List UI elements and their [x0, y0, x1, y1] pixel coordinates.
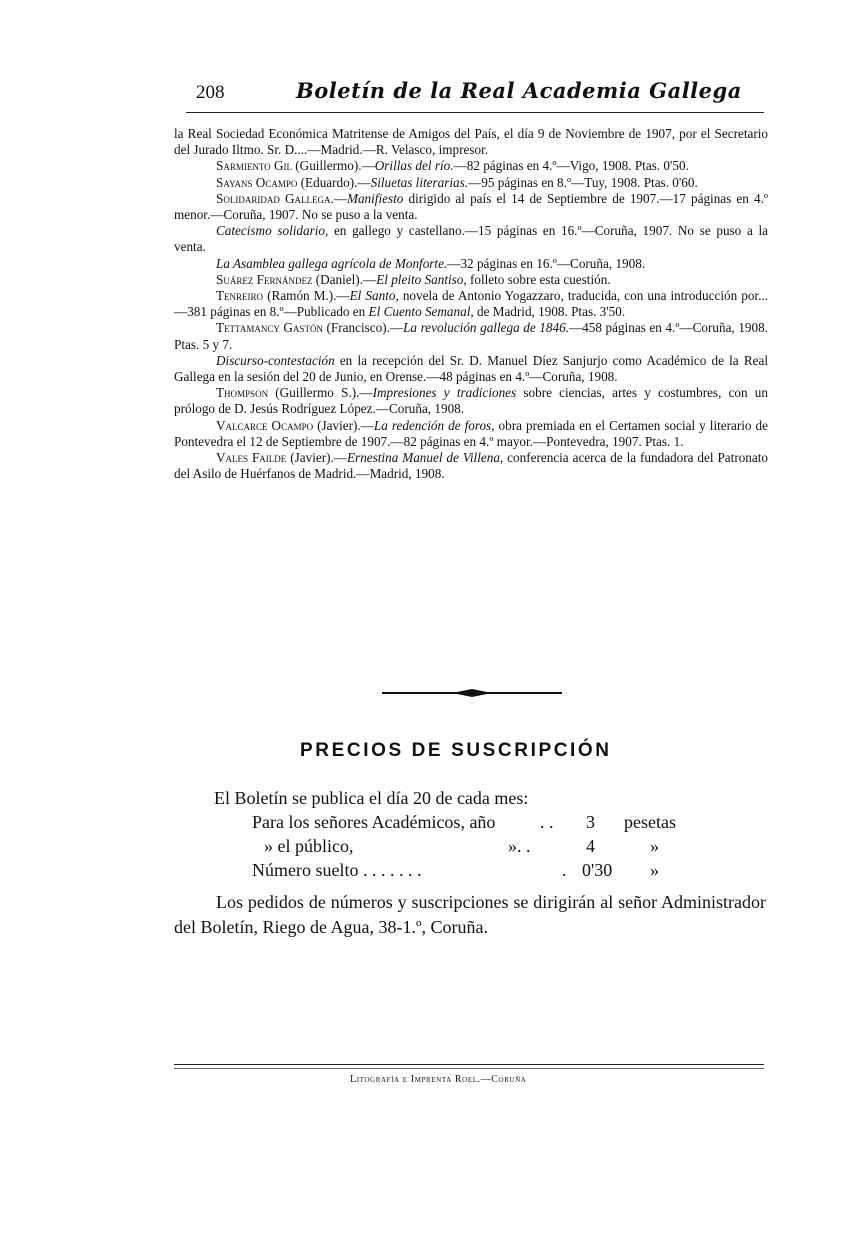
entry-title: Siluetas literarias. — [370, 174, 469, 190]
price-amount: 3 — [586, 812, 595, 832]
entry-details: en la recepción del Sr. D. Manuel Díez Sanjurjo como Académico de la Real Gallega en la sesión del 20 de Junio, en Orense.—48 páginas en 4.º—Coruña, 1908. — [174, 352, 768, 385]
entry-title: La redención de foros, — [373, 417, 495, 433]
price-unit: » — [650, 860, 659, 880]
footer-rule — [174, 1064, 764, 1065]
price-dots: . — [562, 860, 567, 880]
entry-author: Sarmiento Gil — [216, 158, 292, 174]
subscription-closing: Los pedidos de números y suscripciones se dirigirán al señor Administrador del Boletín, Riego de Agua, 38-1.º, Coruña. — [174, 892, 766, 937]
entry-details: de Madrid, 1908. Ptas. 3'50. — [473, 304, 626, 320]
footer-rule-secondary — [174, 1068, 764, 1069]
entry-text: la Real Sociedad Económica Matritense de Amigos del País, el día 9 de Noviembre de 1907, por el Secretario del Jurado Iltmo. Sr. D....—Madrid.—R. Velasco, impresor. — [174, 126, 768, 158]
entry-title: La Asamblea gallega agrícola de Monforte. — [216, 255, 448, 271]
bibliography-entry — [174, 126, 768, 158]
price-unit: pesetas — [624, 812, 676, 832]
printer-imprint: Litografía e Imprenta Roel.—Coruña — [350, 1074, 527, 1085]
entry-details: folleto sobre esta cuestión. — [466, 271, 611, 287]
running-title: Boletín de la Real Academia Gallega — [296, 78, 742, 103]
entry-author-detail: (Daniel).— — [312, 271, 377, 287]
price-amount: 0'30 — [582, 860, 613, 880]
entry-details: conferencia acerca de la fundadora del Patronato del Asilo de Huérfanos de Madrid.—Madrid, 1908. — [174, 450, 769, 482]
entry-title: Discurso-contestación — [216, 352, 335, 368]
entry-title: La revolución gallega de 1846. — [403, 320, 569, 336]
price-unit: » — [650, 836, 659, 856]
bibliography-entry — [174, 191, 768, 223]
entry-author-detail: (Javier).— — [286, 450, 347, 466]
entry-title: El Santo, — [349, 288, 399, 304]
entry-author-detail: (Javier).— — [313, 417, 374, 433]
subscription-intro: El Boletín se publica el día 20 de cada mes: — [214, 788, 529, 808]
page-header — [186, 78, 764, 112]
entry-publication: El Cuento Semanal, — [368, 304, 474, 320]
price-row — [252, 834, 702, 858]
entry-title: Manifiesto — [346, 190, 404, 206]
entry-details: —32 páginas en 16.º—Coruña, 1908. — [447, 255, 646, 271]
entry-details: novela de Antonio Yogazzaro, traducida, con una introducción por...—381 páginas en 8.º—Publicado en — [174, 288, 768, 320]
entry-details: en gallego y castellano.—15 páginas en 16.º—Coruña, 1907. No se puso a la venta. — [174, 223, 768, 255]
entry-author-detail: (Francisco).— — [322, 320, 404, 336]
bibliography-entry — [174, 385, 768, 417]
price-label: Para los señores Académicos, año — [252, 812, 496, 832]
entry-details: obra premiada en el Certamen social y literario de Pontevedra el 12 de Septiembre de 1907.—82 páginas en 4.º mayor.—Pontevedra, 1907. Ptas. 1. — [174, 417, 768, 449]
entry-title: El pleito Santiso, — [376, 271, 467, 287]
price-label: » el público, — [264, 836, 354, 856]
bibliography-entry — [174, 353, 768, 385]
price-dots: ». . — [508, 836, 531, 856]
price-dots: . . — [540, 812, 554, 832]
entry-details: —458 páginas en 4.º—Coruña, 1908. Ptas. 5 y 7. — [174, 320, 768, 352]
bibliography-entry — [174, 158, 768, 174]
bibliography-entry — [174, 272, 768, 288]
entry-author: Solidaridad Gallega — [216, 190, 331, 206]
bibliography-entry — [174, 288, 768, 320]
subscription-title: PRECIOS DE SUSCRIPCIÓN — [300, 740, 612, 761]
entry-title: Catecismo solidario, — [216, 223, 329, 239]
entry-author-detail: .— — [330, 190, 347, 206]
ornament-divider — [382, 686, 562, 700]
entry-details: dirigido al país el 14 de Septiembre de 1907.—17 páginas en 4.º menor.—Coruña, 1907. No se puso a la venta. — [174, 190, 768, 223]
entry-author-detail: (Eduardo).— — [297, 174, 371, 190]
bibliography-entry — [174, 256, 768, 272]
price-amount: 4 — [586, 836, 595, 856]
price-label: Número suelto . . . . . . . — [252, 860, 422, 880]
price-row — [252, 858, 702, 882]
bibliography-entry — [174, 320, 768, 352]
entry-author: Vales Failde — [216, 450, 287, 466]
entry-author: Tettamancy Gastón — [216, 320, 323, 336]
entry-details: —82 páginas en 4.º—Vigo, 1908. Ptas. 0'50. — [453, 158, 689, 174]
entry-author: Thompson — [216, 385, 269, 401]
bibliography-entry — [174, 223, 768, 255]
entry-details: sobre ciencias, artes y costumbres, con un prólogo de D. Jesús Rodríguez López.—Coruña, 1908. — [174, 385, 768, 417]
entry-author: Suárez Fernández — [216, 271, 313, 287]
bibliography-entry — [174, 418, 768, 450]
entry-details: —95 páginas en 8.º—Tuy, 1908. Ptas. 0'60. — [468, 174, 698, 190]
entry-author-detail: (Guillermo S.).— — [268, 385, 373, 401]
bibliography-list — [174, 126, 768, 482]
entry-author-detail: (Ramón M.).— — [263, 288, 350, 304]
header-rule — [186, 112, 764, 113]
entry-title: Ernestina Manuel de Villena, — [347, 450, 504, 466]
page-number: 208 — [196, 82, 225, 103]
entry-author: Valcarce Ocampo — [216, 417, 314, 433]
entry-title: Orillas del río. — [374, 158, 454, 174]
entry-author: Tenreiro — [216, 288, 264, 304]
entry-author-detail: (Guillermo).— — [291, 158, 375, 174]
bibliography-entry — [174, 175, 768, 191]
entry-title: Impresiones y tradiciones — [372, 385, 517, 401]
price-row — [252, 810, 702, 834]
bibliography-entry — [174, 450, 768, 482]
entry-author: Sayans Ocampo — [216, 174, 298, 190]
